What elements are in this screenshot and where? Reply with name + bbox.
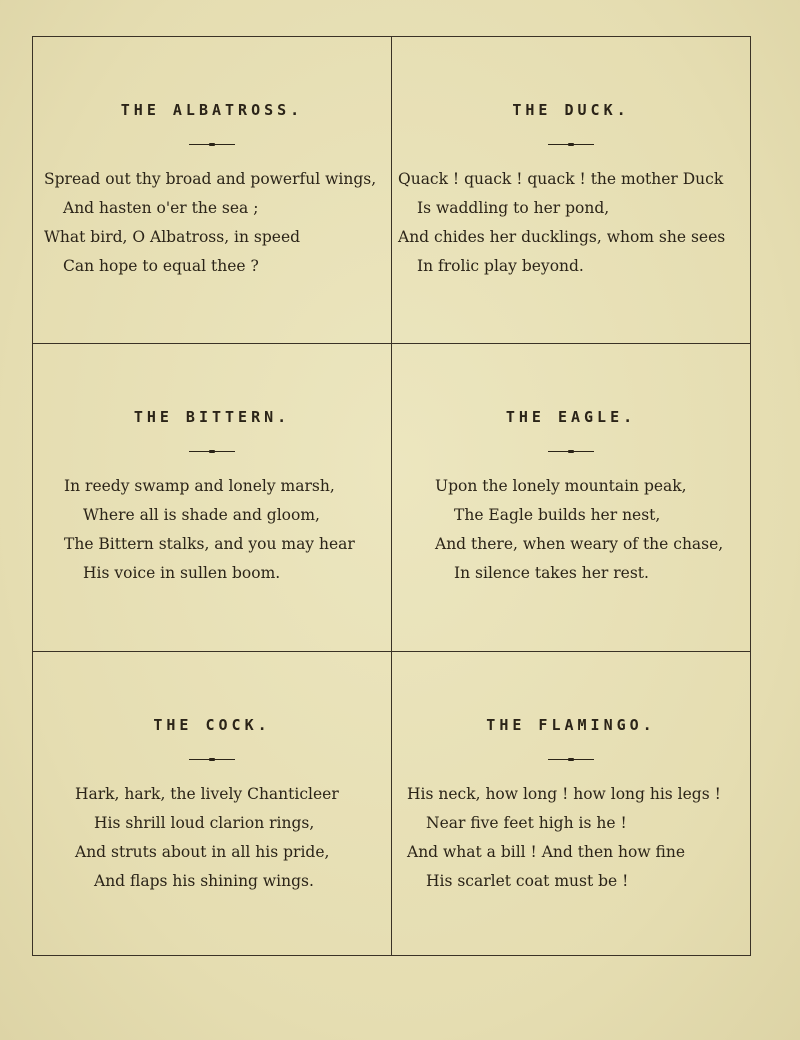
poem-line: And hasten o'er the sea ; [63, 199, 259, 217]
poem-grid [32, 36, 751, 956]
poem-line: What bird, O Albatross, in speed [44, 228, 301, 246]
poem-line: Hark, hark, the lively Chanticleer [75, 785, 339, 803]
poem-line: Spread out thy broad and powerful wings, [44, 170, 377, 188]
poem-line: The Bittern stalks, and you may hear [64, 535, 355, 553]
poem-line: Upon the lonely mountain peak, [435, 477, 687, 495]
poem-line: Where all is shade and gloom, [83, 506, 320, 524]
poem-line: The Eagle builds her nest, [454, 506, 661, 524]
poem-cell-bittern [33, 344, 392, 652]
ornament-rule [548, 144, 594, 145]
poem-title: THE BITTERN. [133, 408, 291, 426]
poem-line: In frolic play beyond. [417, 257, 584, 275]
poem-line: And what a bill ! And then how fine [407, 843, 686, 861]
poem-cell-flamingo [392, 652, 750, 955]
poem-stanza [75, 780, 339, 896]
poem-line: In reedy swamp and lonely marsh, [64, 477, 335, 495]
poem-cell-cock [33, 652, 392, 955]
poem-cell-albatross [33, 37, 392, 344]
poem-stanza [44, 165, 376, 281]
poem-line: And chides her ducklings, whom she sees [398, 228, 726, 246]
poem-line: Can hope to equal thee ? [63, 257, 259, 275]
ornament-rule [189, 144, 235, 145]
poem-title: THE ALBATROSS. [120, 101, 304, 119]
poem-cell-duck [392, 37, 750, 344]
ornament-rule [548, 759, 594, 760]
poem-line: And there, when weary of the chase, [435, 535, 724, 553]
poem-stanza [407, 780, 721, 896]
poem-stanza [64, 472, 355, 588]
poem-stanza [398, 165, 725, 281]
poem-line: And flaps his shining wings. [94, 872, 314, 890]
poem-title: THE EAGLE. [505, 408, 637, 426]
poem-stanza [435, 472, 723, 588]
poem-line: Is waddling to her pond, [417, 199, 610, 217]
ornament-rule [189, 451, 235, 452]
poem-title: THE COCK. [153, 716, 271, 734]
poem-line: His scarlet coat must be ! [426, 872, 629, 890]
poem-line: His shrill loud clarion rings, [94, 814, 315, 832]
poem-line: In silence takes her rest. [454, 564, 649, 582]
ornament-rule [548, 451, 594, 452]
poem-line: His voice in sullen boom. [83, 564, 281, 582]
poem-line: His neck, how long ! how long his legs ! [407, 785, 721, 803]
poem-line: And struts about in all his pride, [75, 843, 330, 861]
poem-title: THE FLAMINGO. [486, 716, 656, 734]
poem-cell-eagle [392, 344, 750, 652]
poem-line: Near five feet high is he ! [426, 814, 627, 832]
poem-title: THE DUCK. [512, 101, 630, 119]
ornament-rule [189, 759, 235, 760]
poem-line: Quack ! quack ! quack ! the mother Duck [398, 170, 724, 188]
